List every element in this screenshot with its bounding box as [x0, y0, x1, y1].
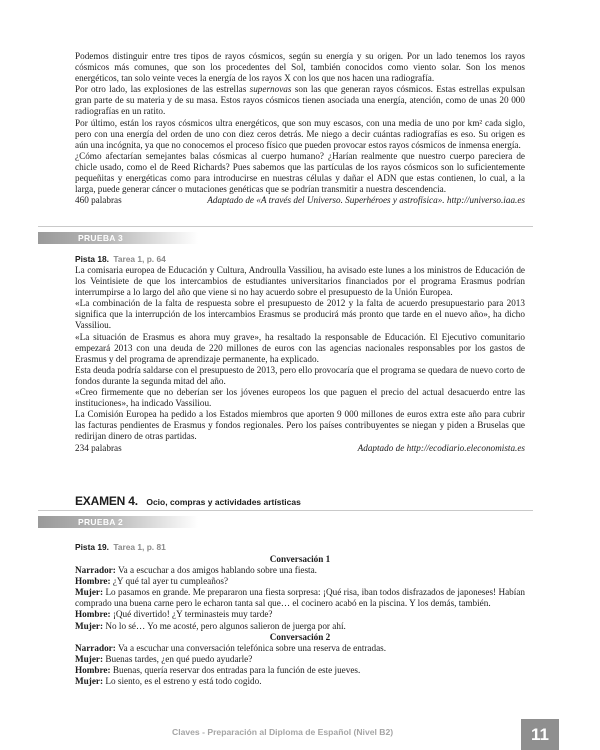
dialogue-line [75, 609, 525, 620]
exam-4-title: EXAMEN 4. [75, 494, 138, 508]
supernova-italic-word: supernovas [249, 84, 292, 95]
intro-paragraph-supernova [75, 84, 525, 117]
intro-paragraph: Podemos distinguir entre tres tipos de rayos cósmicos, según su energía y su origen. Por un lado tenemos los rayos cósmicos más comunes, que son los procedentes del Sol, también conocidos como viento solar. Son los menos energéticos, tan solo veinte veces la energía de los rayos X con los que nos hacen una radiografía. [75, 51, 525, 84]
intro-paragraph: Por último, están los rayos cósmicos ultra energéticos, que son muy escasos, con una media de uno por km² cada siglo, pero con una energía del orden de uno con diez ceros detrás. Me niego a decir cuántas radiografías es eso. Su origen es aún una incógnita, ya que no conocemos el proceso físico que pueden provocar estos rayos cósmicos de inmensa energía. [75, 117, 525, 150]
task-18-label: Tarea 1, p. 64 [113, 254, 166, 264]
intro-footer [75, 195, 525, 206]
page-number: 11 [521, 719, 559, 750]
task-19-label: Tarea 1, p. 81 [113, 542, 166, 552]
dialogue-line [75, 576, 525, 587]
supernova-text-before: Por otro lado, las explosiones de las estrellas [75, 84, 250, 95]
intro-paragraph: ¿Cómo afectarían semejantes balas cósmicas al cuerpo humano? ¿Harían realmente que nuestro cuerpo pareciera de chicle usado, como el de Reed Richards? Pues sabemos que las partículas de los rayos cósmicos son lo suficientemente pequeñitas y energéticas como para introducirse en nuestras células y dañar el ADN que estas contienen, lo cual, a la larga, puede generar cáncer o mutaciones genéticas que se podrían transmitir a nuestra descendencia. [75, 150, 525, 195]
prueba-3-label: PRUEBA 3 [78, 233, 124, 243]
dialogue-line [75, 643, 525, 654]
exam-4-subtitle: Ocio, compras y actividades artísticas [146, 497, 301, 507]
speaker-label: Hombre: [75, 576, 111, 587]
speaker-label: Mujer: [75, 676, 104, 687]
dialogue-text: ¡Qué divertido! ¿Y terminasteis muy tarde? [112, 609, 273, 620]
dialogue-text: No lo sé… Yo me acosté, pero algunos salieron de juerga por ahí. [105, 620, 346, 631]
intro-source: Adaptado de «A través del Universo. Superhéroes y astrofísica». http://universo.iaa.es [207, 195, 525, 206]
supernova-text-after: son las que generan rayos cósmicos. Estas estrellas expulsan gran parte de su materia y de su masa. Estos rayos cósmicos tienen asociada una energía, atención, como de unas 20 000 radiografías en un ratito. [75, 84, 526, 117]
speaker-label: Narrador: [75, 565, 116, 576]
prueba-3-banner [38, 232, 198, 244]
erasmus-paragraph: Esta deuda podría saldarse con el presupuesto de 2013, pero ello provocaría que el programa se quedara de nuevo corto de fondos durante la segunda mitad del año. [75, 364, 525, 386]
erasmus-paragraph: «La situación de Erasmus es ahora muy grave», ha resaltado la responsable de Educación. El Ejecutivo comunitario empezará 2013 con una deuda de 220 millones de euros con las agencias nacionales responsables por los gastos de Erasmus y del programa de aprendizaje permanente, ha explicado. [75, 331, 525, 364]
erasmus-article [75, 265, 525, 454]
erasmus-footer [75, 443, 525, 454]
erasmus-paragraph: «La combinación de la falta de respuesta sobre el presupuesto de 2012 y la falta de acuerdo presupuestario para 2013 significa que la interrupción de los intercambios Erasmus se producirá más pronto que tarde en el nuevo año», ha dicho Vassiliou. [75, 298, 525, 331]
section-divider [38, 226, 533, 227]
intro-word-count: 460 palabras [75, 195, 122, 206]
intro-article [75, 51, 525, 206]
section-divider [38, 510, 533, 511]
erasmus-word-count: 234 palabras [75, 442, 122, 453]
speaker-label: Narrador: [75, 642, 116, 653]
dialogue-line [75, 665, 525, 676]
dialogue-text: Buenas, quería reservar dos entradas para la función de este jueves. [112, 664, 361, 675]
dialogue-line [75, 621, 525, 632]
speaker-label: Hombre: [75, 664, 111, 675]
dialogue-text: Va a escuchar una conversación telefónica sobre una reserva de entradas. [117, 642, 387, 653]
exam-4-heading [75, 492, 301, 510]
dialogue-text: ¿Y qué tal ayer tu cumpleaños? [112, 576, 229, 587]
dialogue-text: Lo pasamos en grande. Me prepararon una fiesta sorpresa: ¡Qué risa, iban todos disfrazados de japoneses! Habían comprado una buena carne pero le echaron tanta sal que… el cocinero acabó en la piscina. Y los demás, también. [75, 587, 525, 609]
dialogue-line [75, 676, 525, 687]
track-19-label: Pista 19. [75, 542, 109, 552]
erasmus-source: Adaptado de http://ecodiario.eleconomista.es [357, 442, 525, 453]
dialogue-text: Buenas tardes, ¿en qué puedo ayudarle? [105, 653, 253, 664]
erasmus-paragraph: La comisaria europea de Educación y Cultura, Androulla Vassiliou, ha avisado este lunes a los ministros de Educación de los Veintisiete de que los intercambios de estudiantes universitarios financiados por el programa Erasmus podrían interrumpirse a lo largo del año que viene si no hay acuerdo sobre el presupuesto de la Unión Europea. [75, 265, 525, 298]
dialogue-line [75, 565, 525, 576]
track-18-label: Pista 18. [75, 254, 109, 264]
prueba-2-banner [38, 516, 198, 528]
track-18-heading [75, 254, 166, 264]
dialogue-line [75, 587, 525, 609]
speaker-label: Mujer: [75, 620, 104, 631]
conversation-2-title: Conversación 2 [269, 631, 331, 642]
prueba-2-label: PRUEBA 2 [78, 517, 124, 527]
track-19-heading [75, 542, 166, 552]
conversation-1-title: Conversación 1 [269, 554, 331, 564]
dialogue-line [75, 654, 525, 665]
erasmus-paragraph: «Creo firmemente que no deberían ser los jóvenes europeos los que paguen el precio del actual desacuerdo entre las instituciones», ha indicado Vassiliou. [75, 387, 525, 409]
dialogue-text: Va a escuchar a dos amigos hablando sobre una fiesta. [117, 565, 317, 576]
speaker-label: Mujer: [75, 587, 104, 598]
dialogue-text: Lo siento, es el estreno y está todo cogido. [105, 676, 262, 687]
transcript [75, 554, 525, 687]
speaker-label: Hombre: [75, 609, 111, 620]
speaker-label: Mujer: [75, 653, 104, 664]
erasmus-paragraph: La Comisión Europea ha pedido a los Estados miembros que aporten 9 000 millones de euros extra este año para cubrir las facturas pendientes de Erasmus y fondos regionales. Pero los países contribuyentes se niegan y piden a Bruselas que redirijan dinero de otras partidas. [75, 409, 525, 442]
book-footer-title: Claves - Preparación al Diploma de Español (Nivel B2) [172, 727, 394, 737]
